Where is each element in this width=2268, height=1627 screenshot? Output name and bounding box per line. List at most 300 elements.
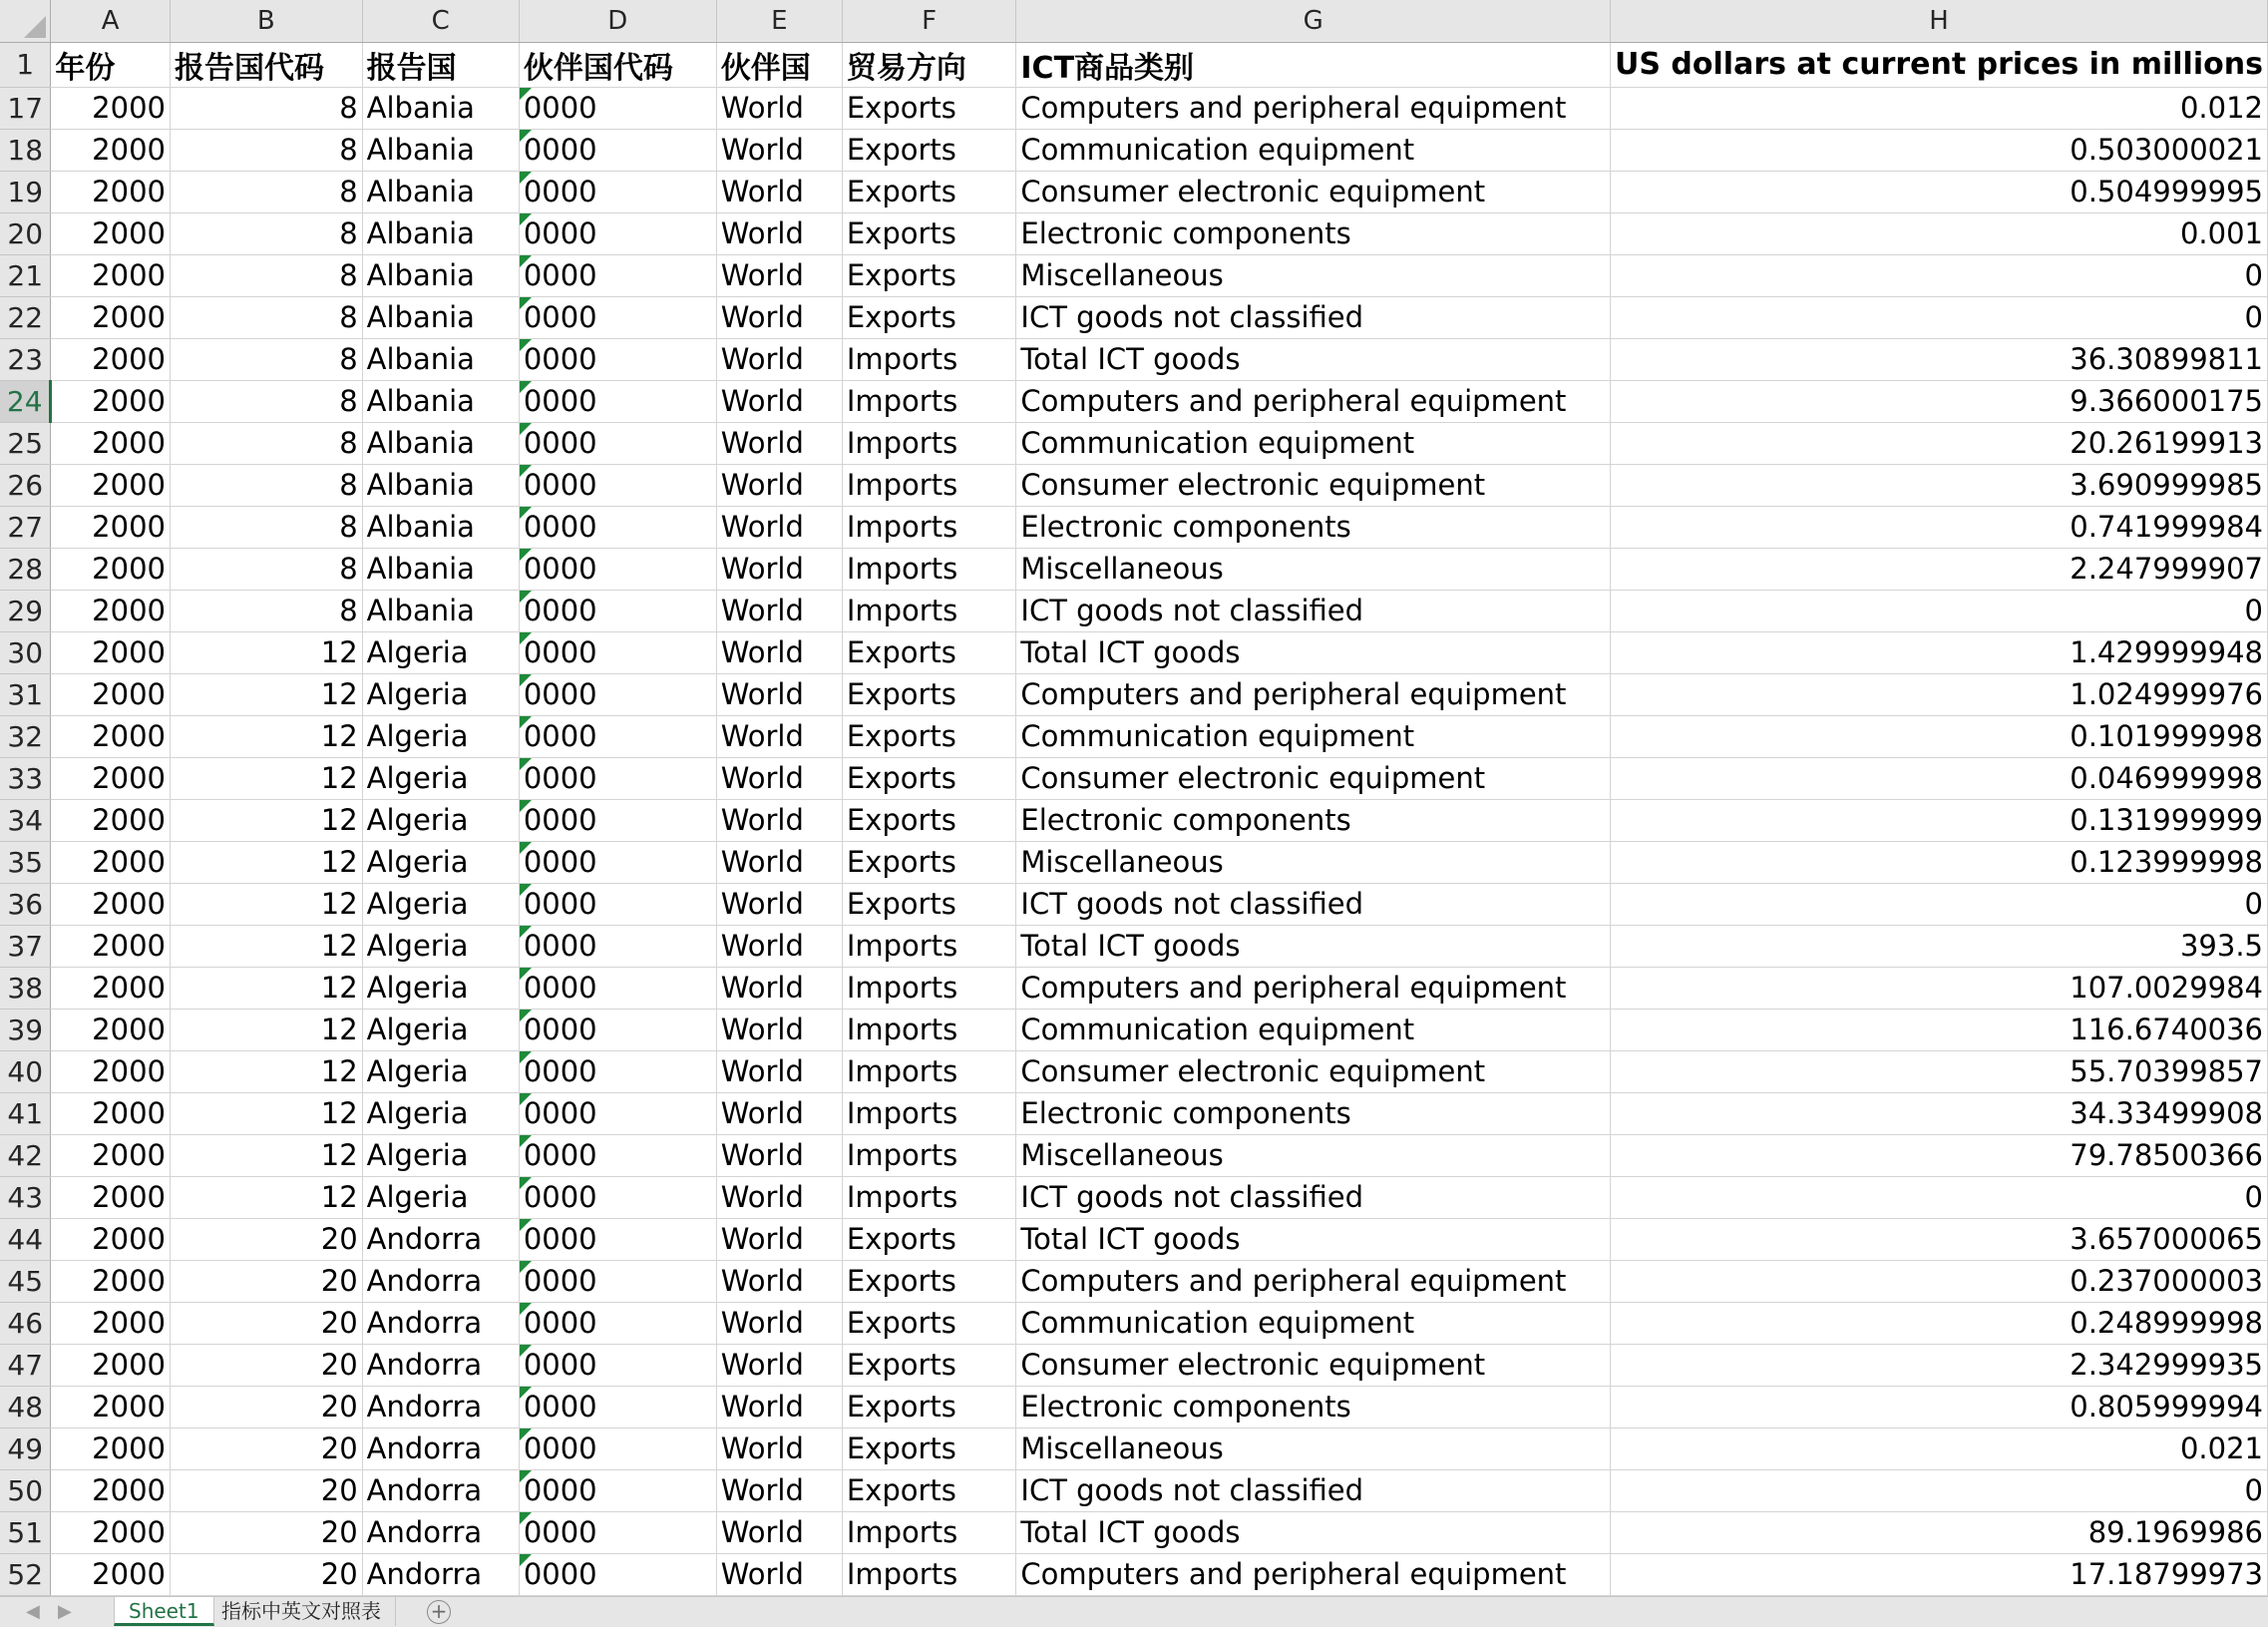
cell-partner-code[interactable] bbox=[519, 1176, 716, 1218]
cell-reporter-code[interactable]: 8 bbox=[170, 87, 362, 129]
cell-partner-code[interactable] bbox=[519, 1260, 716, 1302]
cell-reporter[interactable]: Algeria bbox=[362, 1092, 519, 1134]
cell-year[interactable]: 2000 bbox=[51, 171, 171, 212]
cell-value[interactable]: 79.78500366 bbox=[1611, 1134, 2268, 1176]
cell-reporter-code[interactable]: 12 bbox=[170, 1050, 362, 1092]
cell-reporter[interactable]: Algeria bbox=[362, 799, 519, 841]
cell-reporter-code[interactable]: 20 bbox=[170, 1553, 362, 1595]
cell-reporter-code[interactable]: 8 bbox=[170, 129, 362, 171]
column-header[interactable]: C bbox=[362, 0, 519, 42]
cell-value[interactable]: 0.503000021 bbox=[1611, 129, 2268, 171]
cell-category[interactable]: Total ICT goods bbox=[1016, 1218, 1611, 1260]
cell-year[interactable]: 2000 bbox=[51, 1009, 171, 1050]
row-header[interactable]: 45 bbox=[0, 1260, 51, 1302]
column-header[interactable]: D bbox=[519, 0, 716, 42]
cell-flow[interactable]: Exports bbox=[842, 171, 1016, 212]
cell-reporter[interactable]: Algeria bbox=[362, 883, 519, 925]
cell-category[interactable]: Consumer electronic equipment bbox=[1016, 464, 1611, 506]
cell-year[interactable]: 2000 bbox=[51, 506, 171, 548]
cell-year[interactable]: 2000 bbox=[51, 883, 171, 925]
cell-category[interactable]: Electronic components bbox=[1016, 799, 1611, 841]
prev-sheet-icon[interactable]: ◀ bbox=[26, 1601, 40, 1622]
cell-value[interactable]: 3.690999985 bbox=[1611, 464, 2268, 506]
cell-reporter-code[interactable]: 12 bbox=[170, 757, 362, 799]
cell-partner[interactable]: World bbox=[716, 967, 842, 1009]
cell-reporter-code[interactable]: 12 bbox=[170, 1009, 362, 1050]
cell-partner[interactable]: World bbox=[716, 254, 842, 296]
cell-header-year[interactable]: 年份 bbox=[51, 42, 171, 87]
cell-category[interactable]: Computers and peripheral equipment bbox=[1016, 967, 1611, 1009]
cell-partner[interactable]: World bbox=[716, 506, 842, 548]
cell-flow[interactable]: Exports bbox=[842, 296, 1016, 338]
cell-partner[interactable]: World bbox=[716, 1176, 842, 1218]
row-header[interactable]: 34 bbox=[0, 799, 51, 841]
cell-year[interactable]: 2000 bbox=[51, 338, 171, 380]
cell-partner-code[interactable] bbox=[519, 87, 716, 129]
cell-flow[interactable]: Imports bbox=[842, 1553, 1016, 1595]
cell-partner-code[interactable] bbox=[519, 925, 716, 967]
cell-year[interactable]: 2000 bbox=[51, 967, 171, 1009]
cell-partner-code[interactable] bbox=[519, 799, 716, 841]
cell-partner-code[interactable] bbox=[519, 631, 716, 673]
cell-flow[interactable]: Exports bbox=[842, 1302, 1016, 1344]
cell-reporter-code[interactable]: 12 bbox=[170, 967, 362, 1009]
cell-flow[interactable]: Exports bbox=[842, 673, 1016, 715]
cell-partner-code[interactable] bbox=[519, 1386, 716, 1427]
cell-reporter[interactable]: Algeria bbox=[362, 673, 519, 715]
cell-year[interactable]: 2000 bbox=[51, 1553, 171, 1595]
cell-reporter[interactable]: Algeria bbox=[362, 757, 519, 799]
row-header[interactable]: 28 bbox=[0, 548, 51, 590]
tab-indicator-glossary[interactable]: 指标中英文对照表 bbox=[207, 1597, 396, 1626]
cell-category[interactable]: Electronic components bbox=[1016, 1092, 1611, 1134]
cell-category[interactable]: Miscellaneous bbox=[1016, 548, 1611, 590]
row-header[interactable]: 50 bbox=[0, 1469, 51, 1511]
row-header[interactable]: 20 bbox=[0, 212, 51, 254]
cell-reporter-code[interactable]: 8 bbox=[170, 590, 362, 631]
cell-partner-code[interactable] bbox=[519, 380, 716, 422]
cell-flow[interactable]: Exports bbox=[842, 757, 1016, 799]
cell-partner[interactable]: World bbox=[716, 212, 842, 254]
cell-partner-code[interactable] bbox=[519, 1553, 716, 1595]
cell-category[interactable]: Electronic components bbox=[1016, 212, 1611, 254]
cell-reporter[interactable]: Albania bbox=[362, 506, 519, 548]
cell-year[interactable]: 2000 bbox=[51, 129, 171, 171]
cell-category[interactable]: ICT goods not classified bbox=[1016, 1469, 1611, 1511]
row-header[interactable]: 40 bbox=[0, 1050, 51, 1092]
cell-partner-code[interactable] bbox=[519, 1427, 716, 1469]
cell-category[interactable]: ICT goods not classified bbox=[1016, 590, 1611, 631]
cell-flow[interactable]: Imports bbox=[842, 1092, 1016, 1134]
cell-category[interactable]: Consumer electronic equipment bbox=[1016, 171, 1611, 212]
cell-value[interactable]: 34.33499908 bbox=[1611, 1092, 2268, 1134]
cell-value[interactable]: 1.024999976 bbox=[1611, 673, 2268, 715]
cell-value[interactable]: 55.70399857 bbox=[1611, 1050, 2268, 1092]
cell-flow[interactable]: Imports bbox=[842, 506, 1016, 548]
cell-flow[interactable]: Exports bbox=[842, 1386, 1016, 1427]
cell-partner[interactable]: World bbox=[716, 757, 842, 799]
cell-year[interactable]: 2000 bbox=[51, 1344, 171, 1386]
cell-year[interactable]: 2000 bbox=[51, 380, 171, 422]
cell-flow[interactable]: Exports bbox=[842, 1469, 1016, 1511]
row-header[interactable]: 35 bbox=[0, 841, 51, 883]
row-header[interactable]: 26 bbox=[0, 464, 51, 506]
cell-category[interactable]: Miscellaneous bbox=[1016, 841, 1611, 883]
cell-partner-code[interactable] bbox=[519, 1302, 716, 1344]
cell-reporter-code[interactable]: 8 bbox=[170, 548, 362, 590]
cell-category[interactable]: Consumer electronic equipment bbox=[1016, 757, 1611, 799]
cell-partner-code[interactable] bbox=[519, 548, 716, 590]
cell-reporter-code[interactable]: 12 bbox=[170, 673, 362, 715]
row-header[interactable]: 19 bbox=[0, 171, 51, 212]
cell-reporter[interactable]: Albania bbox=[362, 254, 519, 296]
cell-partner-code[interactable] bbox=[519, 254, 716, 296]
cell-reporter-code[interactable]: 8 bbox=[170, 254, 362, 296]
cell-partner[interactable]: World bbox=[716, 1386, 842, 1427]
cell-flow[interactable]: Exports bbox=[842, 254, 1016, 296]
cell-year[interactable]: 2000 bbox=[51, 1302, 171, 1344]
cell-reporter-code[interactable]: 12 bbox=[170, 1134, 362, 1176]
cell-partner[interactable]: World bbox=[716, 1511, 842, 1553]
cell-reporter[interactable]: Algeria bbox=[362, 631, 519, 673]
column-header[interactable]: G bbox=[1016, 0, 1611, 42]
cell-value[interactable]: 0 bbox=[1611, 1176, 2268, 1218]
row-header[interactable]: 25 bbox=[0, 422, 51, 464]
cell-reporter[interactable]: Andorra bbox=[362, 1260, 519, 1302]
cell-category[interactable]: Computers and peripheral equipment bbox=[1016, 673, 1611, 715]
cell-value[interactable]: 0.101999998 bbox=[1611, 715, 2268, 757]
cell-flow[interactable]: Imports bbox=[842, 1009, 1016, 1050]
cell-value[interactable]: 0 bbox=[1611, 590, 2268, 631]
cell-year[interactable]: 2000 bbox=[51, 87, 171, 129]
row-header[interactable]: 39 bbox=[0, 1009, 51, 1050]
cell-value[interactable]: 393.5 bbox=[1611, 925, 2268, 967]
cell-year[interactable]: 2000 bbox=[51, 631, 171, 673]
cell-category[interactable]: ICT goods not classified bbox=[1016, 296, 1611, 338]
column-header[interactable]: H bbox=[1611, 0, 2268, 42]
cell-reporter[interactable]: Andorra bbox=[362, 1386, 519, 1427]
cell-partner[interactable]: World bbox=[716, 87, 842, 129]
cell-value[interactable]: 0.001 bbox=[1611, 212, 2268, 254]
cell-year[interactable]: 2000 bbox=[51, 757, 171, 799]
cell-reporter-code[interactable]: 12 bbox=[170, 1092, 362, 1134]
cell-year[interactable]: 2000 bbox=[51, 1469, 171, 1511]
cell-reporter[interactable]: Algeria bbox=[362, 1009, 519, 1050]
cell-flow[interactable]: Imports bbox=[842, 1134, 1016, 1176]
cell-partner[interactable]: World bbox=[716, 1218, 842, 1260]
row-header[interactable]: 42 bbox=[0, 1134, 51, 1176]
cell-value[interactable]: 107.0029984 bbox=[1611, 967, 2268, 1009]
row-header[interactable]: 31 bbox=[0, 673, 51, 715]
cell-year[interactable]: 2000 bbox=[51, 1092, 171, 1134]
cell-partner[interactable]: World bbox=[716, 296, 842, 338]
cell-header-reporter[interactable]: 报告国 bbox=[362, 42, 519, 87]
row-header[interactable]: 36 bbox=[0, 883, 51, 925]
cell-reporter-code[interactable]: 8 bbox=[170, 338, 362, 380]
cell-year[interactable]: 2000 bbox=[51, 1260, 171, 1302]
cell-category[interactable]: Total ICT goods bbox=[1016, 338, 1611, 380]
cell-reporter-code[interactable]: 20 bbox=[170, 1302, 362, 1344]
cell-partner-code[interactable] bbox=[519, 464, 716, 506]
cell-partner-code[interactable] bbox=[519, 506, 716, 548]
cell-reporter[interactable]: Andorra bbox=[362, 1427, 519, 1469]
cell-partner[interactable]: World bbox=[716, 1427, 842, 1469]
row-header[interactable]: 32 bbox=[0, 715, 51, 757]
cell-category[interactable]: Electronic components bbox=[1016, 506, 1611, 548]
row-header[interactable]: 37 bbox=[0, 925, 51, 967]
cell-category[interactable]: Computers and peripheral equipment bbox=[1016, 1260, 1611, 1302]
cell-value[interactable]: 0.021 bbox=[1611, 1427, 2268, 1469]
cell-flow[interactable]: Exports bbox=[842, 631, 1016, 673]
cell-reporter-code[interactable]: 8 bbox=[170, 464, 362, 506]
cell-value[interactable]: 2.342999935 bbox=[1611, 1344, 2268, 1386]
row-header[interactable]: 49 bbox=[0, 1427, 51, 1469]
select-all-corner[interactable] bbox=[0, 0, 51, 42]
cell-year[interactable]: 2000 bbox=[51, 841, 171, 883]
row-header[interactable]: 29 bbox=[0, 590, 51, 631]
cell-year[interactable]: 2000 bbox=[51, 1218, 171, 1260]
cell-flow[interactable]: Imports bbox=[842, 967, 1016, 1009]
cell-partner-code[interactable] bbox=[519, 841, 716, 883]
cell-partner-code[interactable] bbox=[519, 590, 716, 631]
cell-value[interactable]: 0.012 bbox=[1611, 87, 2268, 129]
cell-reporter[interactable]: Albania bbox=[362, 171, 519, 212]
cell-category[interactable]: Consumer electronic equipment bbox=[1016, 1050, 1611, 1092]
cell-value[interactable]: 0.237000003 bbox=[1611, 1260, 2268, 1302]
cell-year[interactable]: 2000 bbox=[51, 548, 171, 590]
cell-category[interactable]: Electronic components bbox=[1016, 1386, 1611, 1427]
cell-partner-code[interactable] bbox=[519, 1009, 716, 1050]
cell-reporter[interactable]: Andorra bbox=[362, 1218, 519, 1260]
cell-partner[interactable]: World bbox=[716, 925, 842, 967]
cell-flow[interactable]: Imports bbox=[842, 338, 1016, 380]
cell-partner[interactable]: World bbox=[716, 1302, 842, 1344]
cell-value[interactable]: 36.30899811 bbox=[1611, 338, 2268, 380]
cell-partner-code[interactable] bbox=[519, 1092, 716, 1134]
cell-reporter[interactable]: Andorra bbox=[362, 1344, 519, 1386]
cell-reporter[interactable]: Andorra bbox=[362, 1553, 519, 1595]
cell-partner[interactable]: World bbox=[716, 1092, 842, 1134]
cell-value[interactable]: 0 bbox=[1611, 1469, 2268, 1511]
cell-reporter[interactable]: Albania bbox=[362, 338, 519, 380]
cell-partner[interactable]: World bbox=[716, 1050, 842, 1092]
cell-value[interactable]: 0 bbox=[1611, 296, 2268, 338]
cell-partner[interactable]: World bbox=[716, 1344, 842, 1386]
cell-reporter-code[interactable]: 20 bbox=[170, 1511, 362, 1553]
cell-partner-code[interactable] bbox=[519, 1050, 716, 1092]
cell-category[interactable]: Computers and peripheral equipment bbox=[1016, 1553, 1611, 1595]
cell-reporter-code[interactable]: 20 bbox=[170, 1218, 362, 1260]
cell-partner-code[interactable] bbox=[519, 212, 716, 254]
row-header[interactable]: 17 bbox=[0, 87, 51, 129]
cell-year[interactable]: 2000 bbox=[51, 212, 171, 254]
cell-partner[interactable]: World bbox=[716, 1469, 842, 1511]
cell-value[interactable]: 1.429999948 bbox=[1611, 631, 2268, 673]
cell-reporter-code[interactable]: 8 bbox=[170, 422, 362, 464]
cell-value[interactable]: 89.1969986 bbox=[1611, 1511, 2268, 1553]
cell-reporter[interactable]: Albania bbox=[362, 422, 519, 464]
row-header[interactable]: 41 bbox=[0, 1092, 51, 1134]
cell-partner-code[interactable] bbox=[519, 422, 716, 464]
cell-partner[interactable]: World bbox=[716, 631, 842, 673]
cell-year[interactable]: 2000 bbox=[51, 464, 171, 506]
cell-year[interactable]: 2000 bbox=[51, 1176, 171, 1218]
cell-flow[interactable]: Imports bbox=[842, 925, 1016, 967]
cell-reporter-code[interactable]: 12 bbox=[170, 841, 362, 883]
cell-flow[interactable]: Imports bbox=[842, 464, 1016, 506]
cell-category[interactable]: ICT goods not classified bbox=[1016, 1176, 1611, 1218]
row-header[interactable]: 43 bbox=[0, 1176, 51, 1218]
cell-reporter-code[interactable]: 8 bbox=[170, 506, 362, 548]
add-sheet-icon[interactable]: + bbox=[427, 1600, 451, 1624]
cell-partner-code[interactable] bbox=[519, 757, 716, 799]
cell-category[interactable]: Miscellaneous bbox=[1016, 1134, 1611, 1176]
cell-partner[interactable]: World bbox=[716, 464, 842, 506]
cell-reporter-code[interactable]: 8 bbox=[170, 212, 362, 254]
cell-flow[interactable]: Imports bbox=[842, 422, 1016, 464]
cell-year[interactable]: 2000 bbox=[51, 673, 171, 715]
cell-flow[interactable]: Imports bbox=[842, 1511, 1016, 1553]
cell-flow[interactable]: Exports bbox=[842, 129, 1016, 171]
cell-partner-code[interactable] bbox=[519, 715, 716, 757]
cell-partner-code[interactable] bbox=[519, 1134, 716, 1176]
cell-partner-code[interactable] bbox=[519, 338, 716, 380]
cell-header-reporter-code[interactable]: 报告国代码 bbox=[170, 42, 362, 87]
cell-year[interactable]: 2000 bbox=[51, 715, 171, 757]
cell-partner-code[interactable] bbox=[519, 673, 716, 715]
cell-reporter[interactable]: Andorra bbox=[362, 1511, 519, 1553]
cell-flow[interactable]: Exports bbox=[842, 715, 1016, 757]
cell-reporter[interactable]: Albania bbox=[362, 380, 519, 422]
cell-value[interactable]: 3.657000065 bbox=[1611, 1218, 2268, 1260]
cell-flow[interactable]: Exports bbox=[842, 1427, 1016, 1469]
cell-flow[interactable]: Exports bbox=[842, 799, 1016, 841]
cell-flow[interactable]: Exports bbox=[842, 883, 1016, 925]
cell-category[interactable]: Communication equipment bbox=[1016, 1009, 1611, 1050]
cell-header-category[interactable]: ICT商品类别 bbox=[1016, 42, 1611, 87]
cell-reporter[interactable]: Andorra bbox=[362, 1469, 519, 1511]
cell-reporter[interactable]: Albania bbox=[362, 87, 519, 129]
cell-partner[interactable]: World bbox=[716, 548, 842, 590]
cell-reporter[interactable]: Albania bbox=[362, 590, 519, 631]
cell-value[interactable]: 0.131999999 bbox=[1611, 799, 2268, 841]
cell-partner[interactable]: World bbox=[716, 1134, 842, 1176]
cell-partner[interactable]: World bbox=[716, 841, 842, 883]
cell-header-partner[interactable]: 伙伴国 bbox=[716, 42, 842, 87]
cell-header-partner-code[interactable]: 伙伴国代码 bbox=[519, 42, 716, 87]
row-header[interactable]: 23 bbox=[0, 338, 51, 380]
cell-partner-code[interactable] bbox=[519, 1469, 716, 1511]
cell-flow[interactable]: Exports bbox=[842, 1344, 1016, 1386]
cell-reporter[interactable]: Algeria bbox=[362, 967, 519, 1009]
cell-reporter[interactable]: Algeria bbox=[362, 925, 519, 967]
cell-reporter-code[interactable]: 20 bbox=[170, 1260, 362, 1302]
row-header[interactable]: 46 bbox=[0, 1302, 51, 1344]
cell-category[interactable]: Computers and peripheral equipment bbox=[1016, 380, 1611, 422]
column-header[interactable]: A bbox=[51, 0, 171, 42]
cell-year[interactable]: 2000 bbox=[51, 590, 171, 631]
cell-reporter-code[interactable]: 12 bbox=[170, 715, 362, 757]
cell-value[interactable]: 2.247999907 bbox=[1611, 548, 2268, 590]
cell-reporter[interactable]: Albania bbox=[362, 464, 519, 506]
cell-partner-code[interactable] bbox=[519, 1344, 716, 1386]
cell-category[interactable]: Miscellaneous bbox=[1016, 1427, 1611, 1469]
cell-category[interactable]: Consumer electronic equipment bbox=[1016, 1344, 1611, 1386]
cell-category[interactable]: Miscellaneous bbox=[1016, 254, 1611, 296]
row-header[interactable]: 47 bbox=[0, 1344, 51, 1386]
cell-reporter-code[interactable]: 12 bbox=[170, 883, 362, 925]
cell-reporter-code[interactable]: 20 bbox=[170, 1386, 362, 1427]
cell-header-value[interactable]: US dollars at current prices in millions bbox=[1611, 42, 2268, 87]
cell-value[interactable]: 0.046999998 bbox=[1611, 757, 2268, 799]
cell-reporter[interactable]: Andorra bbox=[362, 1302, 519, 1344]
cell-reporter[interactable]: Algeria bbox=[362, 1050, 519, 1092]
column-header[interactable]: B bbox=[170, 0, 362, 42]
row-header[interactable]: 48 bbox=[0, 1386, 51, 1427]
cell-partner[interactable]: World bbox=[716, 380, 842, 422]
column-header[interactable]: E bbox=[716, 0, 842, 42]
row-header[interactable]: 21 bbox=[0, 254, 51, 296]
cell-category[interactable]: Total ICT goods bbox=[1016, 925, 1611, 967]
cell-value[interactable]: 0 bbox=[1611, 254, 2268, 296]
cell-category[interactable]: Communication equipment bbox=[1016, 1302, 1611, 1344]
cell-value[interactable]: 20.26199913 bbox=[1611, 422, 2268, 464]
cell-category[interactable]: Communication equipment bbox=[1016, 715, 1611, 757]
row-header[interactable]: 30 bbox=[0, 631, 51, 673]
cell-flow[interactable]: Imports bbox=[842, 590, 1016, 631]
row-header[interactable]: 24 bbox=[0, 380, 51, 422]
cell-reporter-code[interactable]: 20 bbox=[170, 1427, 362, 1469]
row-header[interactable]: 51 bbox=[0, 1511, 51, 1553]
cell-value[interactable]: 17.18799973 bbox=[1611, 1553, 2268, 1595]
column-header[interactable]: F bbox=[842, 0, 1016, 42]
cell-reporter[interactable]: Albania bbox=[362, 129, 519, 171]
row-header[interactable]: 18 bbox=[0, 129, 51, 171]
cell-reporter-code[interactable]: 8 bbox=[170, 380, 362, 422]
cell-category[interactable]: Total ICT goods bbox=[1016, 631, 1611, 673]
cell-year[interactable]: 2000 bbox=[51, 1511, 171, 1553]
cell-year[interactable]: 2000 bbox=[51, 799, 171, 841]
cell-partner-code[interactable] bbox=[519, 296, 716, 338]
cell-year[interactable]: 2000 bbox=[51, 1427, 171, 1469]
cell-partner[interactable]: World bbox=[716, 883, 842, 925]
cell-reporter-code[interactable]: 12 bbox=[170, 1176, 362, 1218]
cell-partner[interactable]: World bbox=[716, 338, 842, 380]
cell-partner[interactable]: World bbox=[716, 422, 842, 464]
cell-partner[interactable]: World bbox=[716, 171, 842, 212]
cell-partner-code[interactable] bbox=[519, 883, 716, 925]
cell-partner[interactable]: World bbox=[716, 1009, 842, 1050]
cell-value[interactable]: 0.805999994 bbox=[1611, 1386, 2268, 1427]
row-header[interactable]: 22 bbox=[0, 296, 51, 338]
row-header[interactable]: 44 bbox=[0, 1218, 51, 1260]
cell-year[interactable]: 2000 bbox=[51, 422, 171, 464]
cell-partner[interactable]: World bbox=[716, 1553, 842, 1595]
row-header[interactable]: 33 bbox=[0, 757, 51, 799]
cell-reporter-code[interactable]: 8 bbox=[170, 296, 362, 338]
cell-flow[interactable]: Exports bbox=[842, 1260, 1016, 1302]
cell-reporter[interactable]: Algeria bbox=[362, 1134, 519, 1176]
cell-year[interactable]: 2000 bbox=[51, 1050, 171, 1092]
cell-reporter[interactable]: Albania bbox=[362, 212, 519, 254]
cell-reporter-code[interactable]: 20 bbox=[170, 1344, 362, 1386]
cell-reporter[interactable]: Algeria bbox=[362, 1176, 519, 1218]
cell-reporter[interactable]: Algeria bbox=[362, 715, 519, 757]
cell-category[interactable]: ICT goods not classified bbox=[1016, 883, 1611, 925]
cell-partner-code[interactable] bbox=[519, 967, 716, 1009]
cell-reporter[interactable]: Albania bbox=[362, 296, 519, 338]
cell-reporter[interactable]: Albania bbox=[362, 548, 519, 590]
